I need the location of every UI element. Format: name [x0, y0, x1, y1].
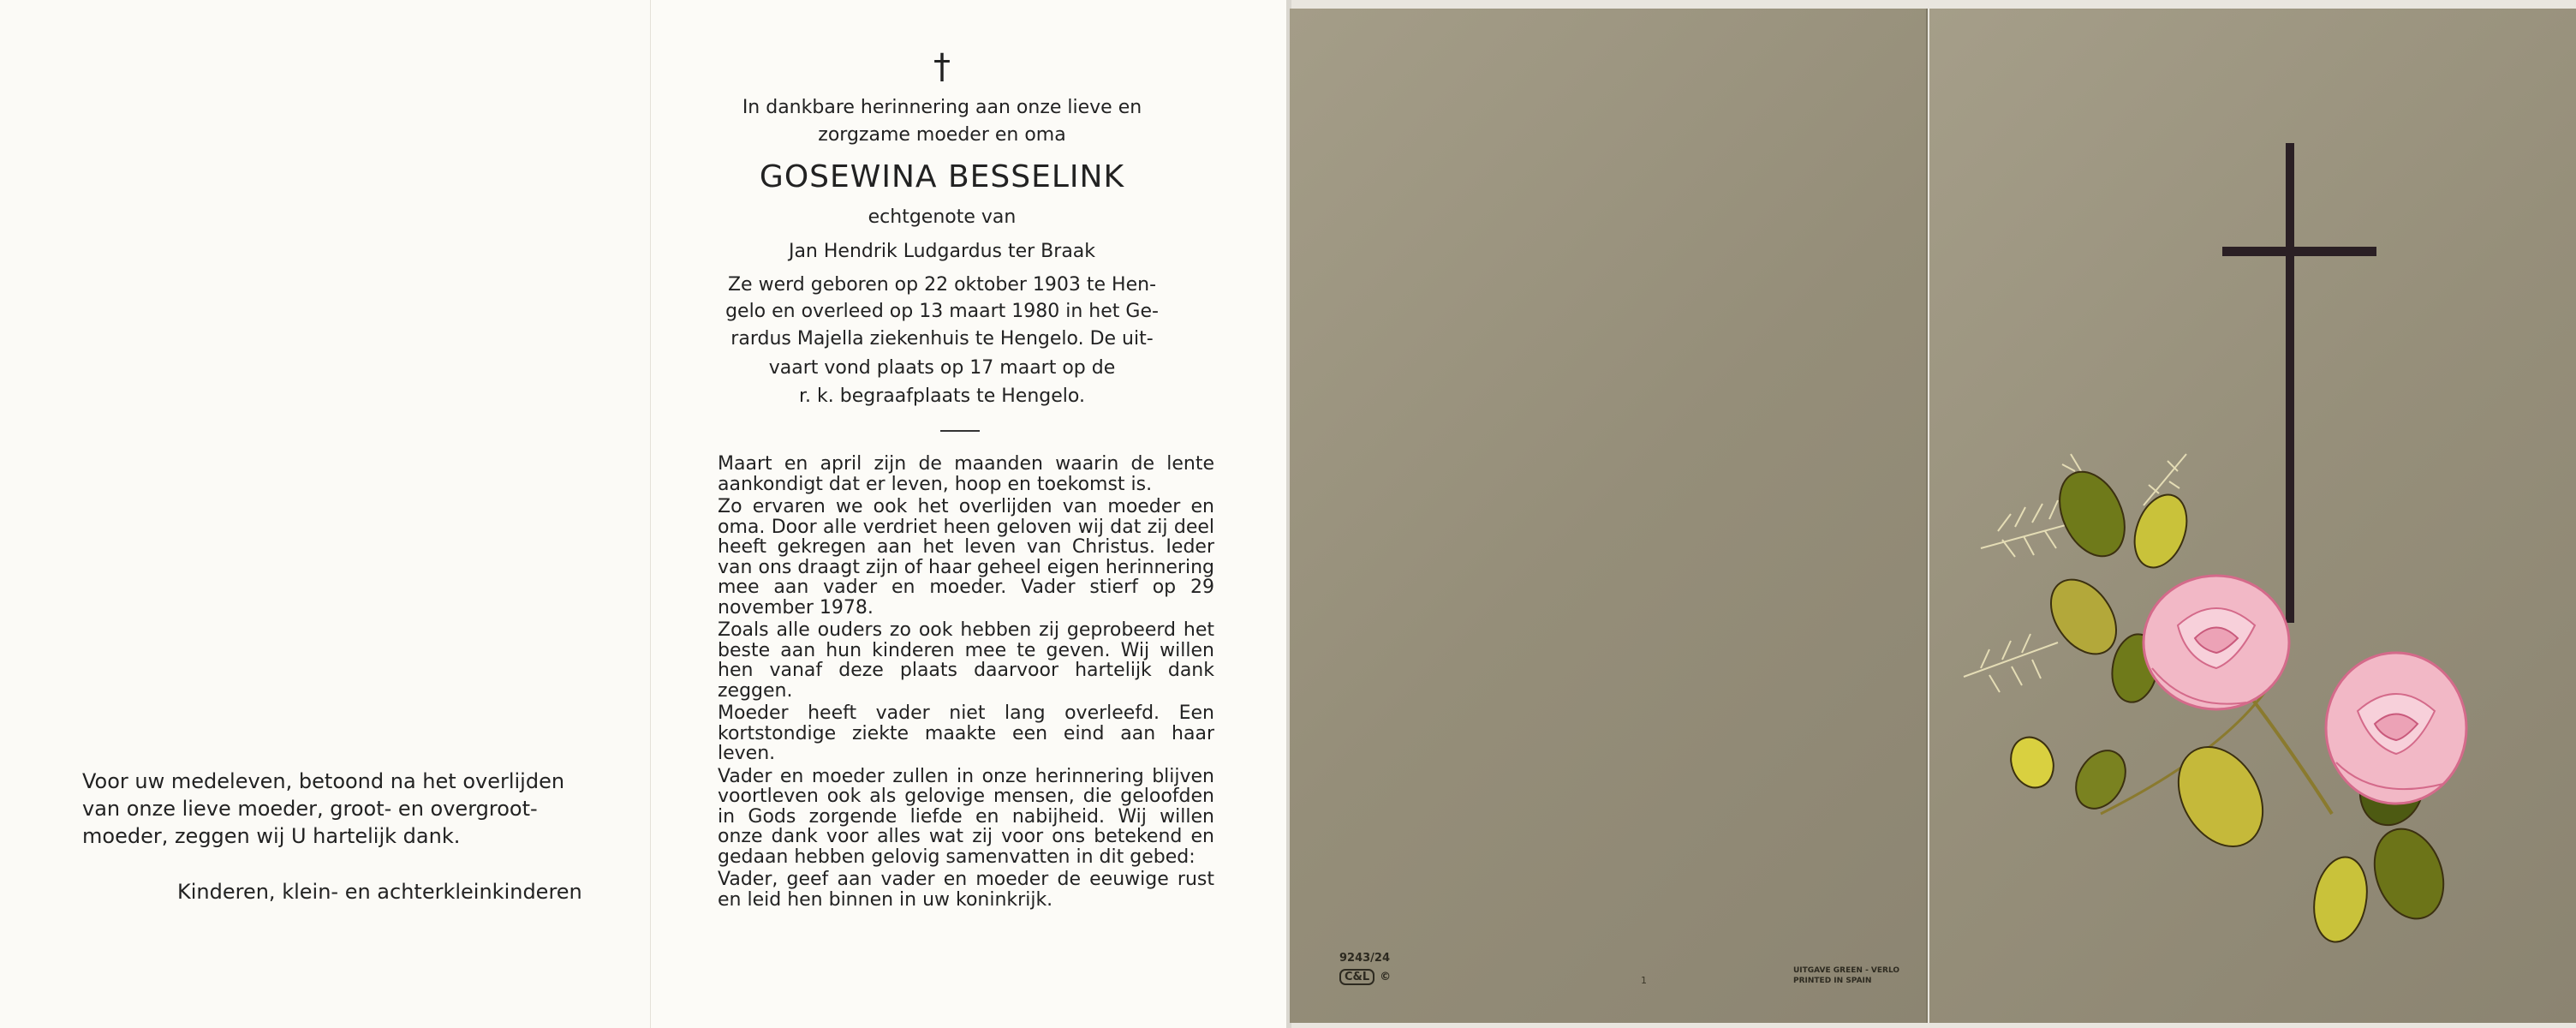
memorial-paragraph: Vader en moeder zullen in onze herinnering blijven voortleven ook als gelovige mensen, die geloofden in Gods zorgende liefde en nabijheid. Wij willen onze dank voor alles wat zij voor ons betekend en gedaan hebben gelovig samenvatten in dit gebed: [718, 765, 1214, 868]
catalog-code: 9243/24 [1339, 952, 1391, 965]
divider [940, 430, 980, 432]
thanks-line: moeder, zeggen wij U hartelijk dank. [82, 824, 461, 848]
spouse-name: Jan Hendrik Ludgardus ter Braak [788, 241, 1096, 262]
publisher-line: PRINTED IN SPAIN [1793, 977, 1872, 985]
logo-text: C&L [1339, 969, 1374, 985]
memorial-paragraph: Zoals alle ouders zo ook hebben zij geprobeerd het beste aan hun kinderen mee te geven. Wij willen hen vanaf deze plaats daarvoor hartelijk dank zeggen. [718, 619, 1214, 702]
memorial-text [718, 454, 1214, 912]
bio-line: vaart vond plaats op 17 maart op de [768, 357, 1116, 379]
back-cover [1290, 9, 1928, 1023]
memorial-paragraph: Zo ervaren we ook het overlijden van moeder en oma. Door alle verdriet heen geloven wij dat zij deel heeft gekregen aan het leven van Christus. Ieder van ons draagt zijn of haar geheel eigen herinnering mee aan vader en moeder. Vader stierf op 29 november 1978. [718, 496, 1214, 619]
intro-line: In dankbare herinnering aan onze lieve en [742, 97, 1142, 118]
bio-line: gelo en overleed op 13 maart 1980 in het Ge- [725, 301, 1159, 322]
bio-line: rardus Majella ziekenhuis te Hengelo. De uit- [730, 328, 1154, 350]
publisher-line: UITGAVE GREEN - VERLO [1793, 966, 1900, 975]
cross-icon [2222, 143, 2376, 623]
memorial-paragraph: Moeder heeft vader niet lang overleefd. Een kortstondige ziekte maakte een eind aan haar leven. [718, 702, 1214, 764]
rose-icon [2144, 576, 2289, 709]
cross-icon: † [933, 47, 951, 87]
thanks-line: Voor uw medeleven, betoond na het overlijden [82, 769, 565, 793]
cover-illustration [1929, 9, 2576, 1023]
publisher-logo [1339, 969, 1391, 985]
rose-icon [2326, 653, 2466, 804]
thanks-panel [0, 0, 651, 1028]
bio-line: Ze werd geboren op 22 oktober 1903 te Hen- [727, 274, 1157, 296]
memorial-paragraph: Maart en april zijn de maanden waarin de lente aankondigt dat er leven, hoop en toekomst is. [718, 453, 1214, 495]
thanks-message [82, 768, 579, 850]
spouse-label: echtgenote van [868, 206, 1017, 228]
copyright-icon: © [1380, 971, 1392, 983]
thanks-line: van onze lieve moeder, groot- en overgroot- [82, 797, 538, 821]
page-mark: 1 [1641, 975, 1647, 986]
bio-line: r. k. begraafplaats te Hengelo. [799, 386, 1085, 407]
memorial-paragraph: Vader, geef aan vader en moeder de eeuwige rust en leid hen binnen in uw koninkrijk. [718, 869, 1214, 911]
deceased-name: GOSEWINA BESSELINK [759, 159, 1125, 194]
thanks-signature: Kinderen, klein- en achterkleinkinderen [177, 880, 582, 904]
intro-line: zorgzame moeder en oma [818, 124, 1066, 146]
